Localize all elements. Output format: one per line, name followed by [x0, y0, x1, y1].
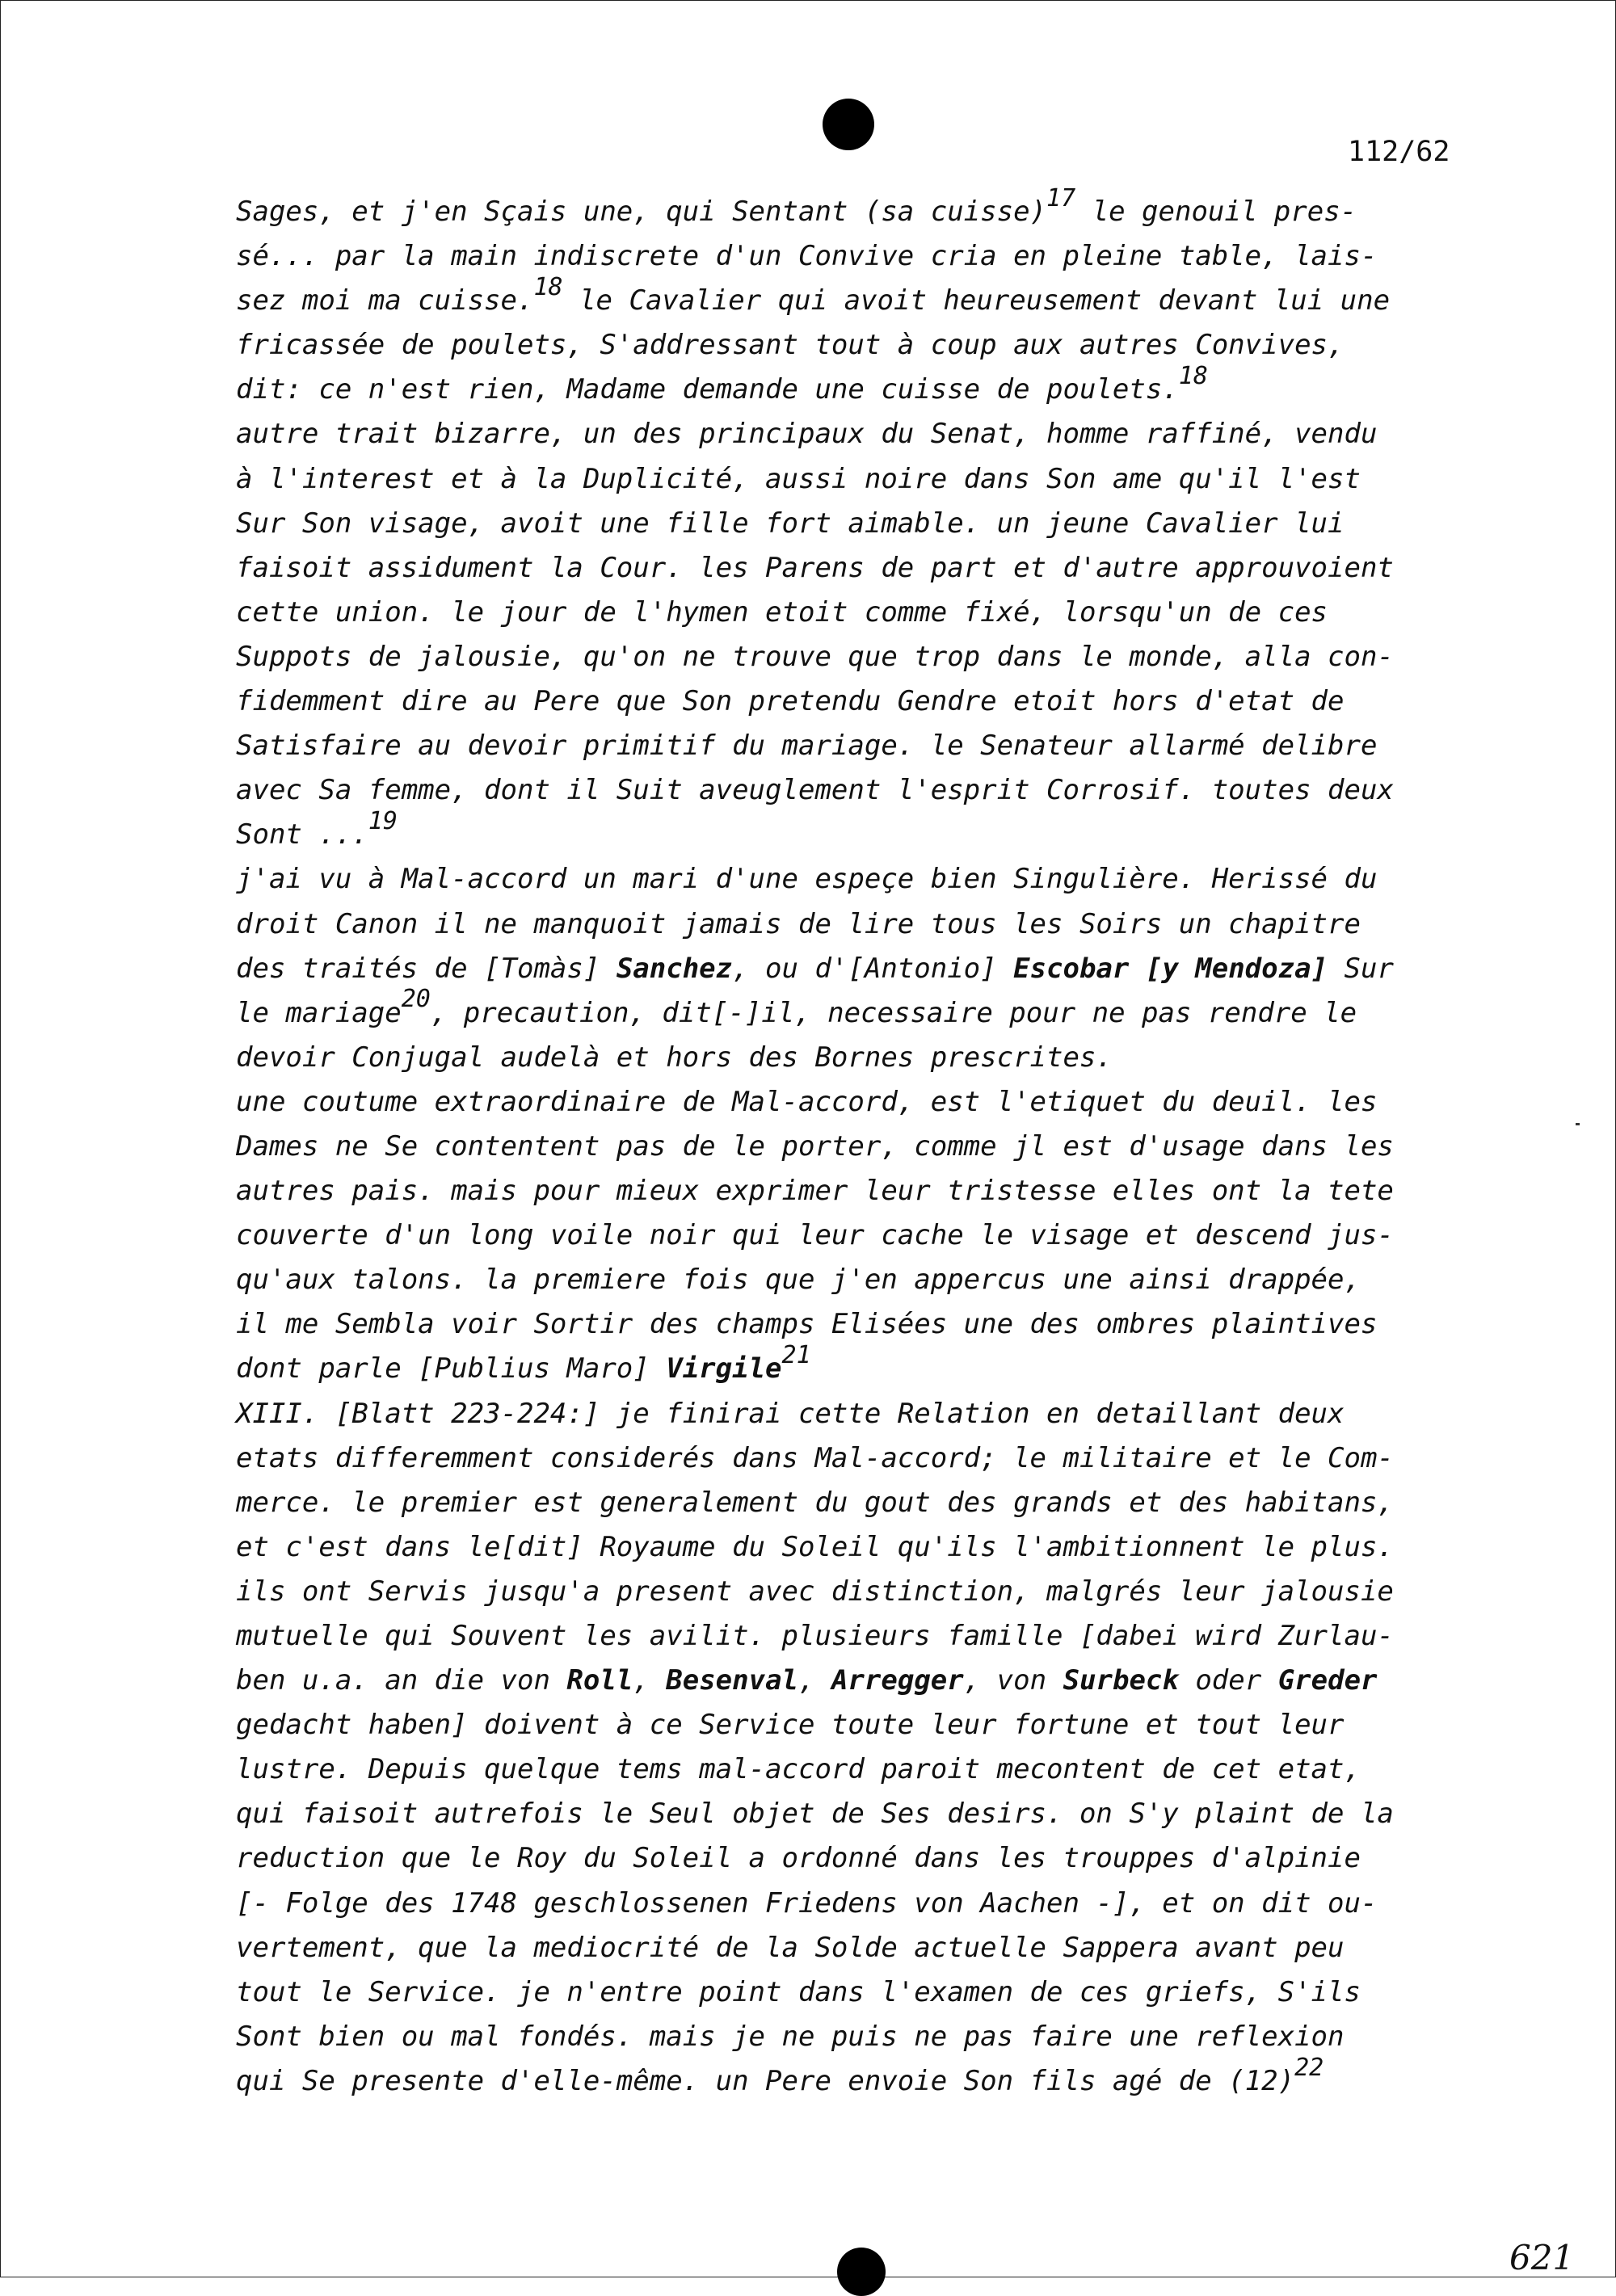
bold-name: Besenval	[666, 1664, 799, 1697]
text-line	[236, 902, 1480, 947]
page-number: 112/62	[1348, 136, 1450, 168]
text-segment: ,	[633, 1664, 667, 1697]
text-line	[236, 985, 1480, 1036]
text-segment: gedacht haben] doivent à ce Service toute leur fortune et tout leur	[236, 1709, 1345, 1742]
text-segment: lustre. Depuis quelque tems mal-accord paroit mecontent de cet etat,	[236, 1753, 1361, 1786]
text-segment: cette union. le jour de l'hymen etoit comme fixé, lorsqu'un de ces	[236, 595, 1328, 629]
footnote-marker: 22	[1294, 2053, 1324, 2082]
text-line	[236, 591, 1480, 635]
text-segment: le mariage	[236, 996, 402, 1029]
footnote-marker: 18	[533, 272, 563, 301]
text-line	[236, 1614, 1480, 1659]
text-line	[236, 1036, 1480, 1080]
text-segment: , von	[963, 1664, 1063, 1697]
text-line	[236, 1570, 1480, 1614]
text-segment: il me Sembla voir Sortir des champs Elisées une des ombres plaintives	[236, 1308, 1378, 1341]
text-segment: le Cavalier qui avoit heureusement devant lui une	[562, 284, 1391, 317]
text-segment: une coutume extraordinaire de Mal-accord, est l'etiquet du deuil. les	[236, 1085, 1378, 1118]
text-line	[236, 1341, 1480, 1391]
text-segment: faisoit assidument la Cour. les Parens de part et d'autre approuvoient	[236, 551, 1394, 584]
text-line	[236, 1792, 1480, 1836]
text-line	[236, 2015, 1480, 2059]
text-segment: etats differemment considerés dans Mal-accord; le militaire et le Com-	[236, 1441, 1394, 1474]
text-segment: avec Sa femme, dont il Suit aveuglement l'esprit Corrosif. toutes deux	[236, 774, 1394, 807]
text-line	[236, 183, 1480, 234]
text-segment: et c'est dans le[dit] Royaume du Soleil qu'ils l'ambitionnent le plus.	[236, 1530, 1394, 1563]
text-segment: j'ai vu à Mal-accord un mari d'une espeçe bien Singulière. Herissé du	[236, 863, 1378, 896]
text-line	[236, 272, 1480, 323]
text-segment: Suppots de jalousie, qu'on ne trouve que trop dans le monde, alla con-	[236, 640, 1394, 673]
text-line	[236, 1169, 1480, 1213]
text-line	[236, 323, 1480, 368]
document-body	[236, 183, 1480, 2104]
text-segment: droit Canon il ne manquoit jamais de lire tous les Soirs un chapitre	[236, 907, 1361, 940]
text-segment: tout le Service. je n'entre point dans l'examen de ces griefs, S'ils	[236, 1975, 1361, 2008]
text-line	[236, 546, 1480, 591]
text-line	[236, 679, 1480, 724]
text-segment: Dames ne Se contentent pas de le porter, comme jl est d'usage dans les	[236, 1129, 1394, 1163]
text-line	[236, 1302, 1480, 1347]
margin-mark	[1576, 1123, 1580, 1125]
text-segment: mutuelle qui Souvent les avilit. plusieurs famille [dabei wird Zurlau-	[236, 1620, 1394, 1652]
bold-name: Escobar [y Mendoza]	[1013, 952, 1328, 985]
text-segment: le genouil pres-	[1075, 196, 1357, 228]
footnote-marker: 17	[1046, 183, 1076, 212]
bold-name: Roll	[566, 1664, 633, 1697]
text-segment: Sages, et j'en Sçais une, qui Sentant (sa cuisse)	[236, 196, 1047, 228]
text-segment: autres pais. mais pour mieux exprimer leur tristesse elles ont la tete	[236, 1175, 1394, 1208]
text-line	[236, 635, 1480, 679]
text-segment: ben u.a. an die von	[236, 1664, 567, 1697]
bold-name: Surbeck	[1063, 1664, 1179, 1697]
text-segment: Sont ...	[236, 818, 368, 852]
text-segment: reduction que le Roy du Soleil a ordonné dans les trouppes d'alpinie	[236, 1842, 1361, 1875]
text-segment: [- Folge des 1748 geschlossenen Friedens von Aachen -], et on dit ou-	[236, 1886, 1378, 1920]
text-segment: Sur	[1328, 952, 1394, 985]
text-line	[236, 412, 1480, 456]
text-line	[236, 457, 1480, 502]
bold-name: Virgile	[666, 1352, 782, 1386]
text-line	[236, 724, 1480, 768]
punch-hole-bottom	[837, 2248, 886, 2296]
text-segment: dit: ce n'est rien, Madame demande une cuisse de poulets.	[236, 373, 1179, 406]
text-segment: Satisfaire au devoir primitif du mariage. le Senateur allarmé delibre	[236, 730, 1378, 763]
punch-hole-top	[823, 99, 874, 150]
text-segment: fricassée de poulets, S'addressant tout à coup aux autres Convives,	[236, 329, 1345, 362]
text-line	[236, 1436, 1480, 1481]
text-line	[236, 1882, 1480, 1926]
text-line	[236, 1659, 1480, 1703]
bold-name: Sanchez	[616, 952, 733, 985]
text-segment: des traités de [Tomàs]	[236, 952, 617, 985]
text-line	[236, 1926, 1480, 1970]
text-segment: Sur Son visage, avoit une fille fort aimable. un jeune Cavalier lui	[236, 507, 1345, 540]
text-segment: fidemment dire au Pere que Son pretendu Gendre etoit hors d'etat de	[236, 685, 1345, 718]
text-line	[236, 2053, 1480, 2104]
footnote-marker: 19	[368, 806, 398, 835]
text-segment: merce. le premier est generalement du gout des grands et des habitans,	[236, 1486, 1394, 1519]
text-line	[236, 502, 1480, 546]
text-line	[236, 1703, 1480, 1747]
text-segment: , ou d'[Antonio]	[732, 952, 1014, 985]
text-segment: oder	[1178, 1664, 1278, 1697]
text-segment: couverte d'un long voile noir qui leur cache le visage et descend jus-	[236, 1219, 1394, 1252]
text-line	[236, 1836, 1480, 1881]
text-line	[236, 1125, 1480, 1169]
text-segment: ,	[798, 1664, 831, 1697]
text-line	[236, 1747, 1480, 1792]
text-segment: qui Se presente d'elle-même. un Pere envoie Son fils agé de (12)	[236, 2064, 1295, 2097]
footnote-marker: 18	[1178, 362, 1208, 391]
text-line	[236, 768, 1480, 813]
text-line	[236, 806, 1480, 857]
text-line	[236, 1970, 1480, 2015]
text-line	[236, 857, 1480, 902]
bold-name: Arregger	[831, 1664, 964, 1697]
text-segment: dont parle [Publius Maro]	[236, 1352, 667, 1386]
text-line	[236, 234, 1480, 279]
text-line	[236, 362, 1480, 412]
text-segment: ils ont Servis jusqu'a present avec distinction, malgrés leur jalousie	[236, 1575, 1394, 1608]
text-segment: Sont bien ou mal fondés. mais je ne puis ne pas faire une reflexion	[236, 2020, 1345, 2053]
text-segment: autre trait bizarre, un des principaux du Senat, homme raffiné, vendu	[236, 418, 1378, 451]
text-segment: devoir Conjugal audelà et hors des Bornes prescrites.	[236, 1041, 1113, 1074]
text-segment: qu'aux talons. la premiere fois que j'en appercus une ainsi drappée,	[236, 1264, 1361, 1297]
text-line	[236, 1481, 1480, 1525]
archive-folio-stamp: 621	[1509, 2238, 1575, 2277]
text-line	[236, 1213, 1480, 1258]
text-segment: XIII. [Blatt 223-224:] je finirai cette Relation en detaillant deux	[236, 1397, 1345, 1430]
text-line	[236, 1392, 1480, 1436]
text-line	[236, 1525, 1480, 1570]
text-segment: vertement, que la mediocrité de la Solde actuelle Sappera avant peu	[236, 1931, 1345, 1964]
footnote-marker: 20	[401, 985, 431, 1014]
text-line	[236, 1080, 1480, 1125]
text-segment: sé... par la main indiscrete d'un Convive cria en pleine table, lais-	[236, 240, 1378, 273]
bold-name: Greder	[1277, 1664, 1378, 1697]
text-segment: , precaution, dit[-]il, necessaire pour ne pas rendre le	[430, 996, 1357, 1029]
footnote-marker: 21	[781, 1341, 811, 1370]
text-segment: sez moi ma cuisse.	[236, 284, 534, 317]
text-line	[236, 1258, 1480, 1302]
text-segment: qui faisoit autrefois le Seul objet de Ses desirs. on S'y plaint de la	[236, 1798, 1394, 1831]
text-segment: à l'interest et à la Duplicité, aussi noire dans Son ame qu'il l'est	[236, 462, 1361, 495]
